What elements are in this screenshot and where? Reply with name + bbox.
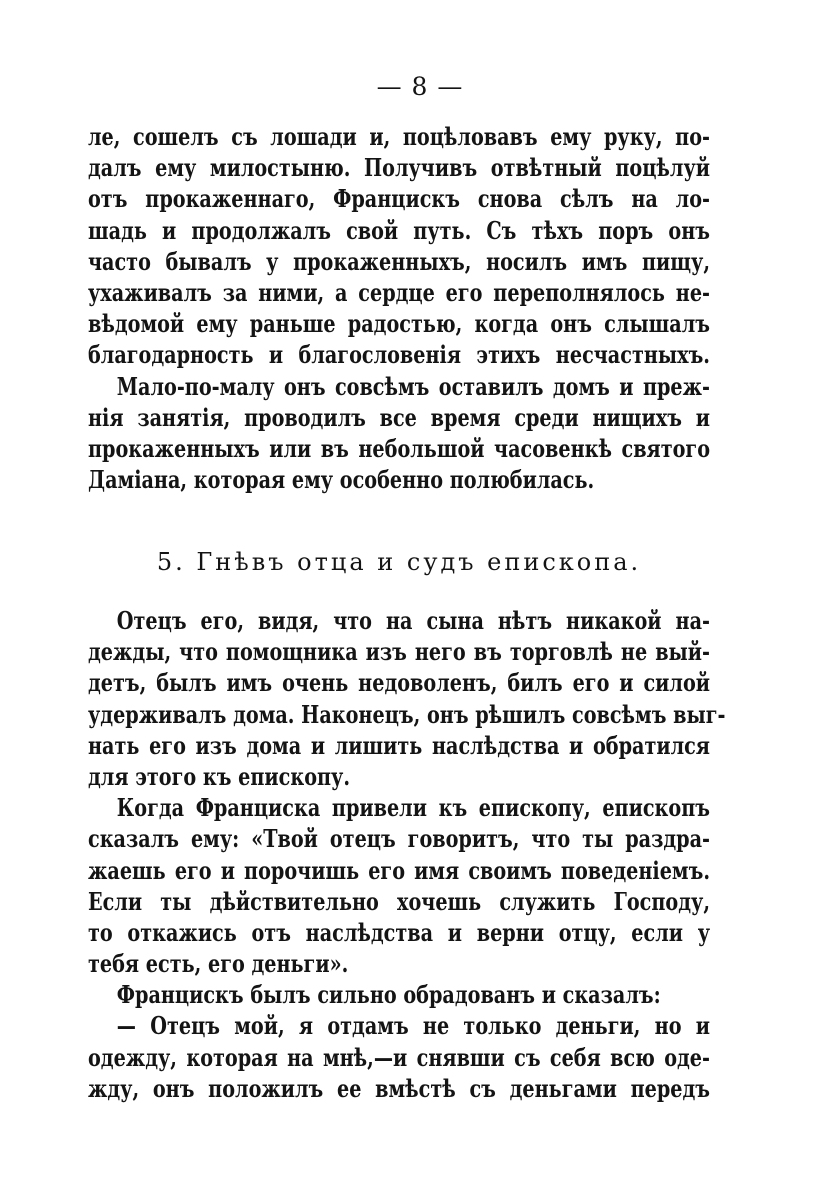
text-line: шадь и продолжалъ свой путь. Съ тѣхъ поръ онъ — [88, 215, 710, 245]
text-line: — Отецъ мой, я отдамъ не только деньги, но и — [116, 1011, 711, 1041]
text-line: одежду, которая на мнѣ,—и снявши съ себя всю оде- — [88, 1042, 710, 1072]
paragraph-block-2 — [88, 605, 726, 1104]
text-line: Мало-по-малу онъ совсѣмъ оставилъ домъ и преж- — [116, 371, 711, 401]
text-line: детъ, былъ имъ очень недоволенъ, билъ его и силой — [88, 668, 710, 698]
text-line: часто бывалъ у прокаженныхъ, носилъ имъ пищу, — [88, 246, 710, 276]
text-line: Отецъ его, видя, что на сына нѣтъ никакой на- — [116, 606, 711, 635]
text-line: нія занятія, проводилъ все время среди нищихъ и — [88, 402, 710, 432]
text-line: Даміана, которая ему особенно полюбилась. — [88, 465, 595, 495]
text-line: Когда Франциска привели къ епископу, епископъ — [116, 793, 711, 823]
text-line: удерживалъ дома. Наконецъ, онъ рѣшилъ совсѣмъ выг- — [88, 699, 726, 729]
text-line: для этого къ епископу. — [88, 761, 351, 791]
text-line: ухаживалъ за ними, а сердце его переполнялось не- — [88, 277, 710, 307]
text-line: Францискъ былъ сильно обрадованъ и сказалъ: — [116, 980, 661, 1010]
text-line: жаешь его и порочишь его имя своимъ поведеніемъ. — [88, 855, 710, 885]
text-line: тебя есть, его деньги». — [88, 949, 349, 979]
text-line: сказалъ ему: «Твой отецъ говоритъ, что ты раздра- — [88, 824, 710, 854]
paragraph-block-1 — [88, 121, 710, 495]
text-line: Если ты дѣйствительно хочешь служить Господу, — [88, 886, 710, 916]
page-number: — 8 — — [376, 72, 464, 101]
text-line: прокаженныхъ или въ небольшой часовенкѣ святого — [88, 433, 710, 463]
section-heading: 5. Гнѣвъ отца и судъ епископа. — [156, 548, 642, 576]
text-line: благодарность и благословенія этихъ несчастныхъ. — [88, 340, 710, 370]
text-line: жду, онъ положилъ ее вмѣстѣ съ деньгами передъ — [88, 1073, 710, 1103]
text-line: отъ прокаженнаго, Францискъ снова сѣлъ на ло- — [88, 184, 710, 214]
text-line: дежды, что помощника изъ него въ торговлѣ не вый- — [88, 637, 710, 667]
text-line: нать его изъ дома и лишить наслѣдства и обратился — [88, 730, 710, 760]
text-line: ле, сошелъ съ лошади и, поцѣловавъ ему руку, по- — [88, 122, 710, 151]
text-line: далъ ему милостыню. Получивъ отвѣтный поцѣлуй — [88, 153, 710, 183]
text-line: то откажись отъ наслѣдства и верни отцу, если у — [88, 917, 710, 947]
text-line: вѣдомой ему раньше радостью, когда онъ слышалъ — [88, 309, 710, 339]
